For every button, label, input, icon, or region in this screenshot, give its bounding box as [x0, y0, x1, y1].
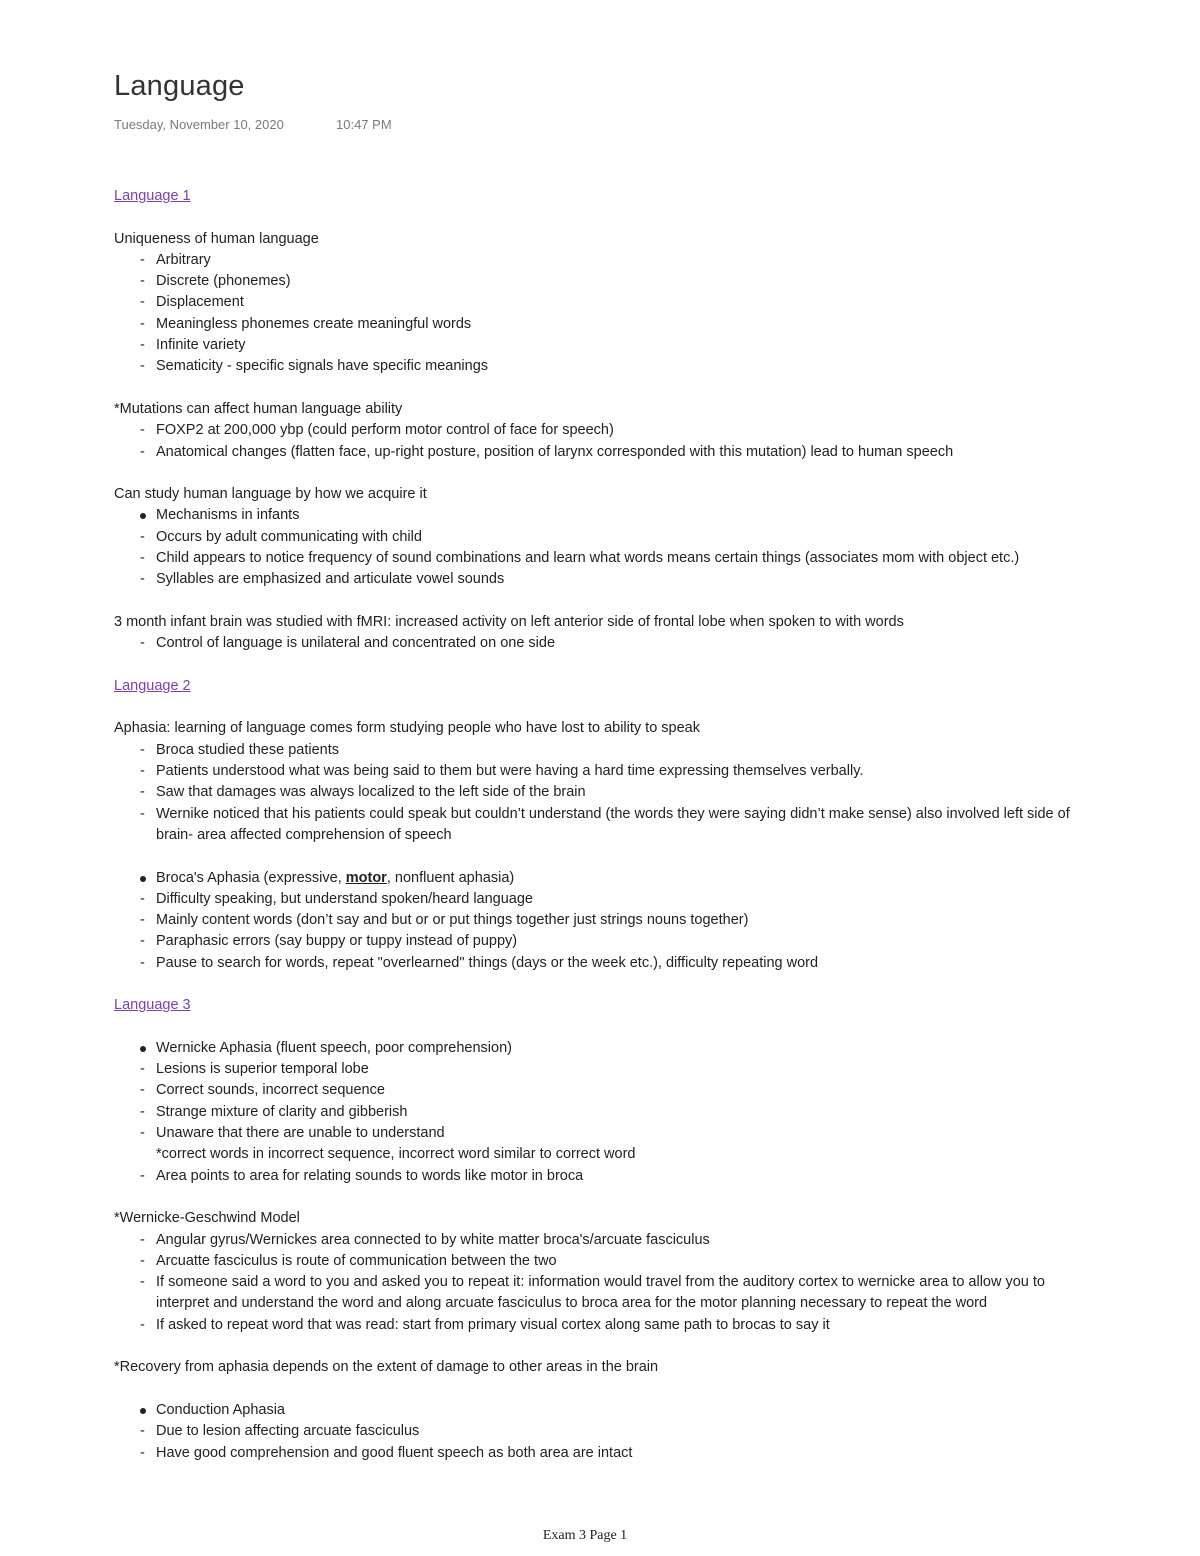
list-item: - Syllables are emphasized and articulate vowel sounds: [114, 569, 1184, 590]
dash-marker: -: [140, 358, 145, 375]
list-item: - Patients understood what was being said to them but were having a hard time expressing themselves verbally.: [114, 761, 1184, 782]
bullet-icon: [140, 513, 146, 519]
bullet-icon: [140, 876, 146, 882]
bullet-icon: [140, 1046, 146, 1052]
list-item: - Sematicity - specific signals have specific meanings: [114, 356, 1184, 377]
aphasia-heading: Aphasia: learning of language comes form studying people who have lost to ability to speak: [114, 720, 700, 737]
dash-marker: -: [140, 337, 145, 354]
dash-marker: -: [140, 1082, 145, 1099]
section-link-language-1[interactable]: Language 1: [114, 188, 191, 204]
list-item: - Anatomical changes (flatten face, up-right posture, position of larynx corresponded with this mutation) lead to human speech: [114, 442, 1184, 463]
dash-marker: -: [140, 954, 145, 971]
list-item: - Strange mixture of clarity and gibberish: [114, 1102, 1184, 1123]
dash-marker: -: [140, 784, 145, 801]
list-item: - FOXP2 at 200,000 ybp (could perform motor control of face for speech): [114, 420, 1184, 441]
dash-marker: -: [140, 933, 145, 950]
uniqueness-heading: Uniqueness of human language: [114, 230, 319, 247]
dash-marker: -: [140, 635, 145, 652]
note-content: [114, 186, 1184, 1464]
list-item: - Discrete (phonemes): [114, 271, 1184, 292]
bullet-item: Wernicke Aphasia (fluent speech, poor comprehension): [114, 1038, 1184, 1059]
mutations-heading: *Mutations can affect human language ability: [114, 400, 403, 417]
dash-marker: -: [140, 890, 145, 907]
dash-marker: -: [140, 1125, 145, 1142]
dash-marker: -: [140, 294, 145, 311]
list-item: - Wernike noticed that his patients could speak but couldn’t understand (the words they were saying didn’t make sense) also involved left side of: [114, 804, 1184, 825]
bullet-item: Conduction Aphasia: [114, 1400, 1184, 1421]
dash-marker: -: [140, 571, 145, 588]
list-item: - Unaware that there are unable to understand: [114, 1123, 1184, 1144]
dash-marker: -: [140, 1423, 145, 1440]
bullet-item: Broca's Aphasia (expressive, motor, nonfluent aphasia): [114, 868, 1184, 889]
list-item: - Arcuatte fasciculus is route of communication between the two: [114, 1251, 1184, 1272]
dash-marker: -: [140, 1274, 145, 1291]
dash-marker: -: [140, 1061, 145, 1078]
dash-marker: -: [140, 1252, 145, 1269]
list-item: - Displacement: [114, 292, 1184, 313]
dash-marker: -: [140, 422, 145, 439]
list-item: - Child appears to notice frequency of sound combinations and learn what words means certain things (associates mom with object etc.): [114, 548, 1184, 569]
dash-marker: -: [140, 1231, 145, 1248]
dash-marker: -: [140, 1444, 145, 1461]
dash-marker: -: [140, 741, 145, 758]
list-item: - Difficulty speaking, but understand spoken/heard language: [114, 889, 1184, 910]
bullet-icon: [140, 1408, 146, 1414]
list-item: - Occurs by adult communicating with child: [114, 527, 1184, 548]
dash-marker: -: [140, 443, 145, 460]
recovery-note: *Recovery from aphasia depends on the extent of damage to other areas in the brain: [114, 1359, 659, 1376]
section-link-language-2[interactable]: Language 2: [114, 677, 191, 694]
list-item: - Have good comprehension and good fluent speech as both area are intact: [114, 1443, 1184, 1464]
list-item: - If asked to repeat word that was read: start from primary visual cortex along same path to brocas to say it: [114, 1315, 1184, 1336]
list-item: - Arbitrary: [114, 250, 1184, 271]
emphasis-motor: motor: [345, 869, 387, 886]
list-item: - Area points to area for relating sounds to words like motor in broca: [114, 1166, 1184, 1187]
page-meta: [114, 117, 392, 132]
list-item: - Paraphasic errors (say buppy or tuppy instead of puppy): [114, 931, 1184, 952]
page-time: 10:47 PM: [336, 117, 392, 132]
list-item: - Angular gyrus/Wernickes area connected to by white matter broca's/arcuate fasciculus: [114, 1230, 1184, 1251]
list-item-continuation: brain- area affected comprehension of speech: [156, 826, 452, 843]
page-date: Tuesday, November 10, 2020: [114, 117, 284, 132]
list-item: - Broca studied these patients: [114, 740, 1184, 761]
dash-marker: -: [140, 1167, 145, 1184]
page-number: Exam 3 Page 1: [542, 1528, 628, 1543]
list-item: - Mainly content words (don’t say and but or or put things together just strings nouns together): [114, 910, 1184, 931]
list-item: - Saw that damages was always localized to the left side of the brain: [114, 782, 1184, 803]
list-item: - Control of language is unilateral and concentrated on one side: [114, 633, 1184, 654]
acquisition-heading: Can study human language by how we acquire it: [114, 486, 427, 503]
dash-marker: -: [140, 315, 145, 332]
dash-marker: -: [140, 251, 145, 268]
bullet-item: Mechanisms in infants: [114, 505, 1184, 526]
list-item: - Pause to search for words, repeat "overlearned" things (days or the week etc.), difficulty repeating word: [114, 953, 1184, 974]
fmri-heading: 3 month infant brain was studied with fMRI: increased activity on left anterior side of frontal lobe when spoken to with words: [114, 613, 904, 630]
list-item-continuation: interpret and understand the word and along arcuate fasciculus to broca area for the motor planning necessary to repeat the word: [156, 1295, 988, 1312]
dash-marker: -: [140, 1103, 145, 1120]
dash-marker: -: [140, 805, 145, 822]
dash-marker: -: [140, 273, 145, 290]
dash-marker: -: [140, 550, 145, 567]
list-item-note: *correct words in incorrect sequence, incorrect word similar to correct word: [156, 1146, 636, 1163]
list-item: - Meaningless phonemes create meaningful words: [114, 314, 1184, 335]
list-item: - Lesions is superior temporal lobe: [114, 1059, 1184, 1080]
section-link-language-3[interactable]: Language 3: [114, 997, 191, 1014]
dash-marker: -: [140, 912, 145, 929]
list-item: - If someone said a word to you and asked you to repeat it: information would travel from the auditory cortex to wernicke area to allow you to: [114, 1272, 1184, 1293]
page-title: Language: [114, 70, 245, 102]
dash-marker: -: [140, 1316, 145, 1333]
list-item: - Infinite variety: [114, 335, 1184, 356]
dash-marker: -: [140, 763, 145, 780]
dash-marker: -: [140, 528, 145, 545]
list-item: - Correct sounds, incorrect sequence: [114, 1080, 1184, 1101]
list-item: - Due to lesion affecting arcuate fasciculus: [114, 1421, 1184, 1442]
wgm-heading: *Wernicke-Geschwind Model: [114, 1210, 300, 1227]
page-footer: [0, 1528, 1200, 1544]
